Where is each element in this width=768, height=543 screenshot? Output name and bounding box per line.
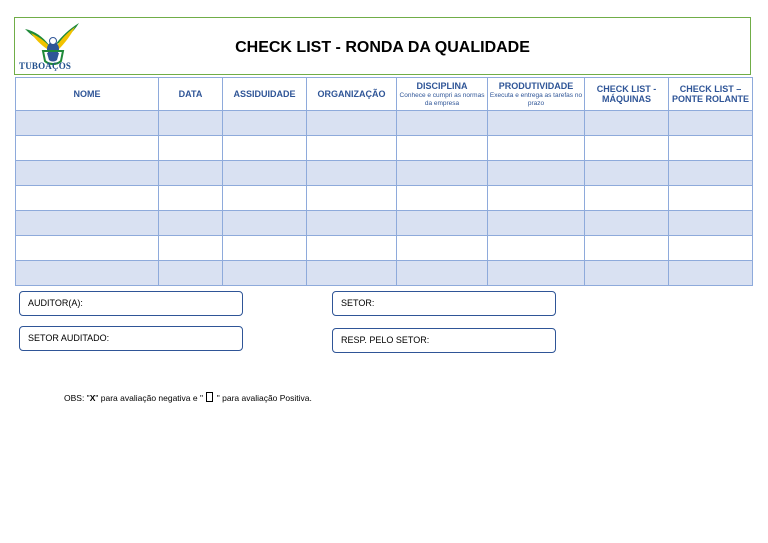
table-cell[interactable]: [223, 111, 307, 136]
table-cell[interactable]: [223, 161, 307, 186]
table-cell[interactable]: [307, 161, 397, 186]
table-cell[interactable]: [307, 136, 397, 161]
table-cell[interactable]: [488, 161, 585, 186]
table-cell[interactable]: [223, 136, 307, 161]
table-cell[interactable]: [585, 136, 669, 161]
table-cell[interactable]: [585, 161, 669, 186]
table-cell[interactable]: [16, 261, 159, 286]
column-subtitle-produtividade: Executa e entrega as tarefas no prazo: [489, 91, 583, 107]
column-header-produtividade: PRODUTIVIDADE Executa e entrega as tarefas no prazo: [488, 78, 585, 111]
table-row: [16, 186, 753, 211]
table-cell[interactable]: [223, 186, 307, 211]
table-cell[interactable]: [585, 211, 669, 236]
table-cell[interactable]: [397, 161, 488, 186]
table-cell[interactable]: [159, 161, 223, 186]
setor-field[interactable]: SETOR:: [332, 291, 556, 316]
table-row: [16, 161, 753, 186]
column-header-ponte-rolante: CHECK LIST – PONTE ROLANTE: [669, 78, 753, 111]
checkbox-glyph-icon: [206, 392, 213, 402]
table-cell[interactable]: [159, 211, 223, 236]
resp-setor-field[interactable]: RESP. PELO SETOR:: [332, 328, 556, 353]
table-cell[interactable]: [397, 236, 488, 261]
setor-auditado-field[interactable]: SETOR AUDITADO:: [19, 326, 243, 351]
table-body: [16, 111, 753, 286]
table-cell[interactable]: [585, 111, 669, 136]
column-header-organizacao: ORGANIZAÇÃO: [307, 78, 397, 111]
table-row: [16, 111, 753, 136]
table-cell[interactable]: [585, 186, 669, 211]
column-header-disciplina: DISCIPLINA Conhece e cumpri as normas da empresa: [397, 78, 488, 111]
table-cell[interactable]: [488, 236, 585, 261]
table-cell[interactable]: [488, 261, 585, 286]
table-cell[interactable]: [159, 236, 223, 261]
table-row: [16, 236, 753, 261]
table-cell[interactable]: [16, 136, 159, 161]
table-cell[interactable]: [159, 186, 223, 211]
table-cell[interactable]: [669, 236, 753, 261]
table-cell[interactable]: [488, 211, 585, 236]
table-cell[interactable]: [669, 186, 753, 211]
table-cell[interactable]: [16, 211, 159, 236]
table-cell[interactable]: [223, 261, 307, 286]
table-cell[interactable]: [585, 261, 669, 286]
obs-note: OBS: "X" para avaliação negativa e " " para avaliação Positiva.: [64, 393, 312, 403]
table-cell[interactable]: [397, 136, 488, 161]
auditor-field[interactable]: AUDITOR(A):: [19, 291, 243, 316]
table-cell[interactable]: [16, 111, 159, 136]
table-cell[interactable]: [397, 211, 488, 236]
logo-text: TUBOAÇOS: [19, 61, 72, 71]
table-cell[interactable]: [307, 236, 397, 261]
obs-mark-x: X: [89, 393, 96, 403]
table-cell[interactable]: [159, 261, 223, 286]
table-cell[interactable]: [397, 111, 488, 136]
table-cell[interactable]: [307, 261, 397, 286]
column-header-assiduidade: ASSIDUIDADE: [223, 78, 307, 111]
header-box: [14, 17, 751, 75]
table-cell[interactable]: [307, 186, 397, 211]
table-cell[interactable]: [16, 236, 159, 261]
table-cell[interactable]: [16, 161, 159, 186]
table-cell[interactable]: [223, 236, 307, 261]
checklist-table: [15, 77, 753, 286]
table-cell[interactable]: [488, 111, 585, 136]
table-cell[interactable]: [669, 111, 753, 136]
table-cell[interactable]: [16, 186, 159, 211]
table-cell[interactable]: [488, 186, 585, 211]
table-cell[interactable]: [307, 211, 397, 236]
column-header-data: DATA: [159, 78, 223, 111]
table-cell[interactable]: [669, 136, 753, 161]
table-cell[interactable]: [669, 211, 753, 236]
table-cell[interactable]: [397, 186, 488, 211]
table-cell[interactable]: [307, 111, 397, 136]
table-cell[interactable]: [397, 261, 488, 286]
table-row: [16, 136, 753, 161]
column-subtitle-disciplina: Conhece e cumpri as normas da empresa: [399, 91, 485, 107]
table-cell[interactable]: [585, 236, 669, 261]
table-cell[interactable]: [159, 111, 223, 136]
table-header-row: [16, 78, 753, 111]
table-row: [16, 261, 753, 286]
table-cell[interactable]: [488, 136, 585, 161]
table-cell[interactable]: [159, 136, 223, 161]
table-cell[interactable]: [669, 261, 753, 286]
column-header-maquinas: CHECK LIST - MÁQUINAS: [585, 78, 669, 111]
column-header-nome: NOME: [16, 78, 159, 111]
table-cell[interactable]: [669, 161, 753, 186]
table-row: [16, 211, 753, 236]
table-cell[interactable]: [223, 211, 307, 236]
page-title: CHECK LIST - RONDA DA QUALIDADE: [235, 39, 530, 56]
